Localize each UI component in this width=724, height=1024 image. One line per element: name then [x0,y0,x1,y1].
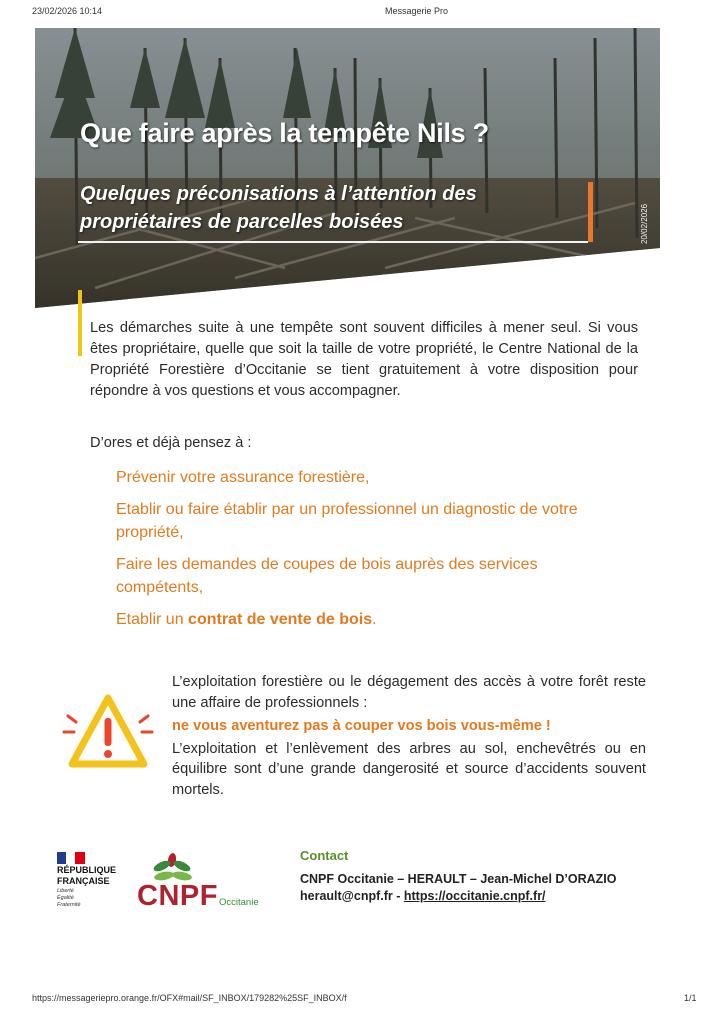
rf-line-2: FRANÇAISE [57,876,110,886]
cnpf-region: Occitanie [219,897,259,908]
action-item: Prévenir votre assurance forestière, [116,469,370,486]
action-prefix: Etablir un [116,611,189,628]
orange-accent-bar [588,182,593,242]
subtitle-line-2: propriétaires de parcelles boisées [80,211,404,233]
warning-paragraph [172,672,646,800]
republique-francaise-logo [57,852,85,864]
action-item: Etablir ou faire établir par un professionnel un diagnostic de votre propriété, [116,501,578,541]
action-item [116,608,626,631]
rf-motto-3: Fraternité [57,902,81,908]
subtitle-line-1: Quelques préconisations à l’attention des [80,183,477,205]
banner-photo [35,28,660,308]
contact-heading: Contact [300,848,349,863]
cnpf-wordmark: CNPF [137,880,218,912]
print-datetime: 23/02/2026 10:14 [32,6,103,16]
warning-line-1: L’exploitation forestière ou le dégagement des accès à votre forêt reste une affaire de professionnels : [172,674,646,711]
rf-motto-1: Liberté [57,888,74,894]
rf-motto [57,888,81,909]
yellow-accent-bar [78,290,82,356]
action-suffix: . [372,611,377,628]
republique-francaise-text [57,865,116,887]
warning-line-2: L’exploitation et l’enlèvement des arbres au sol, enchevêtrés ou en équilibre sont d’une grande dangerosité et source d’accidents souvent mortels. [172,740,646,798]
rf-motto-2: Égalité [57,895,74,901]
warning-emphasis: ne vous aventurez pas à couper vos bois vous-même ! [172,718,551,734]
rf-line-1: RÉPUBLIQUE [57,865,117,875]
print-app-title: Messagerie Pro [385,6,449,16]
intro-paragraph: Les démarches suite à une tempête sont souvent difficiles à mener seul. Si vous êtes propriétaire, quelle que soit la taille de votre propriété, le Centre National de la Propriété Forestière d’Occitanie se tient gratuitement à votre disposition pour répondre à vos questions et vous accompagner. [90,320,638,399]
footer-url: https://messageriepro.orange.fr/OFX#mail/SF_INBOX/179282%25SF_INBOX/f [32,993,347,1003]
actions-list [116,466,626,640]
contact-email[interactable]: herault@cnpf.fr [300,889,393,903]
banner-date: 20/02/2026 [640,203,649,244]
contact-separator: - [392,889,404,903]
action-bold: contrat de vente de bois [188,611,373,628]
warning-triangle-icon [62,688,154,776]
page-title: Que faire après la tempête Nils ? [80,118,489,148]
page-number: 1/1 [684,993,697,1003]
page-subtitle [80,180,477,236]
actions-lead: D’ores et déjà pensez à : [90,435,252,451]
forest-photo [35,28,660,308]
contact-details [300,889,546,903]
subtitle-underline [78,241,588,243]
contact-name: CNPF Occitanie – HERAULT – Jean-Michel D’ORAZIO [300,872,617,886]
action-item: Faire les demandes de coupes de bois auprès des services compétents, [116,556,538,596]
contact-website-link[interactable]: https://occitanie.cnpf.fr/ [403,889,546,903]
